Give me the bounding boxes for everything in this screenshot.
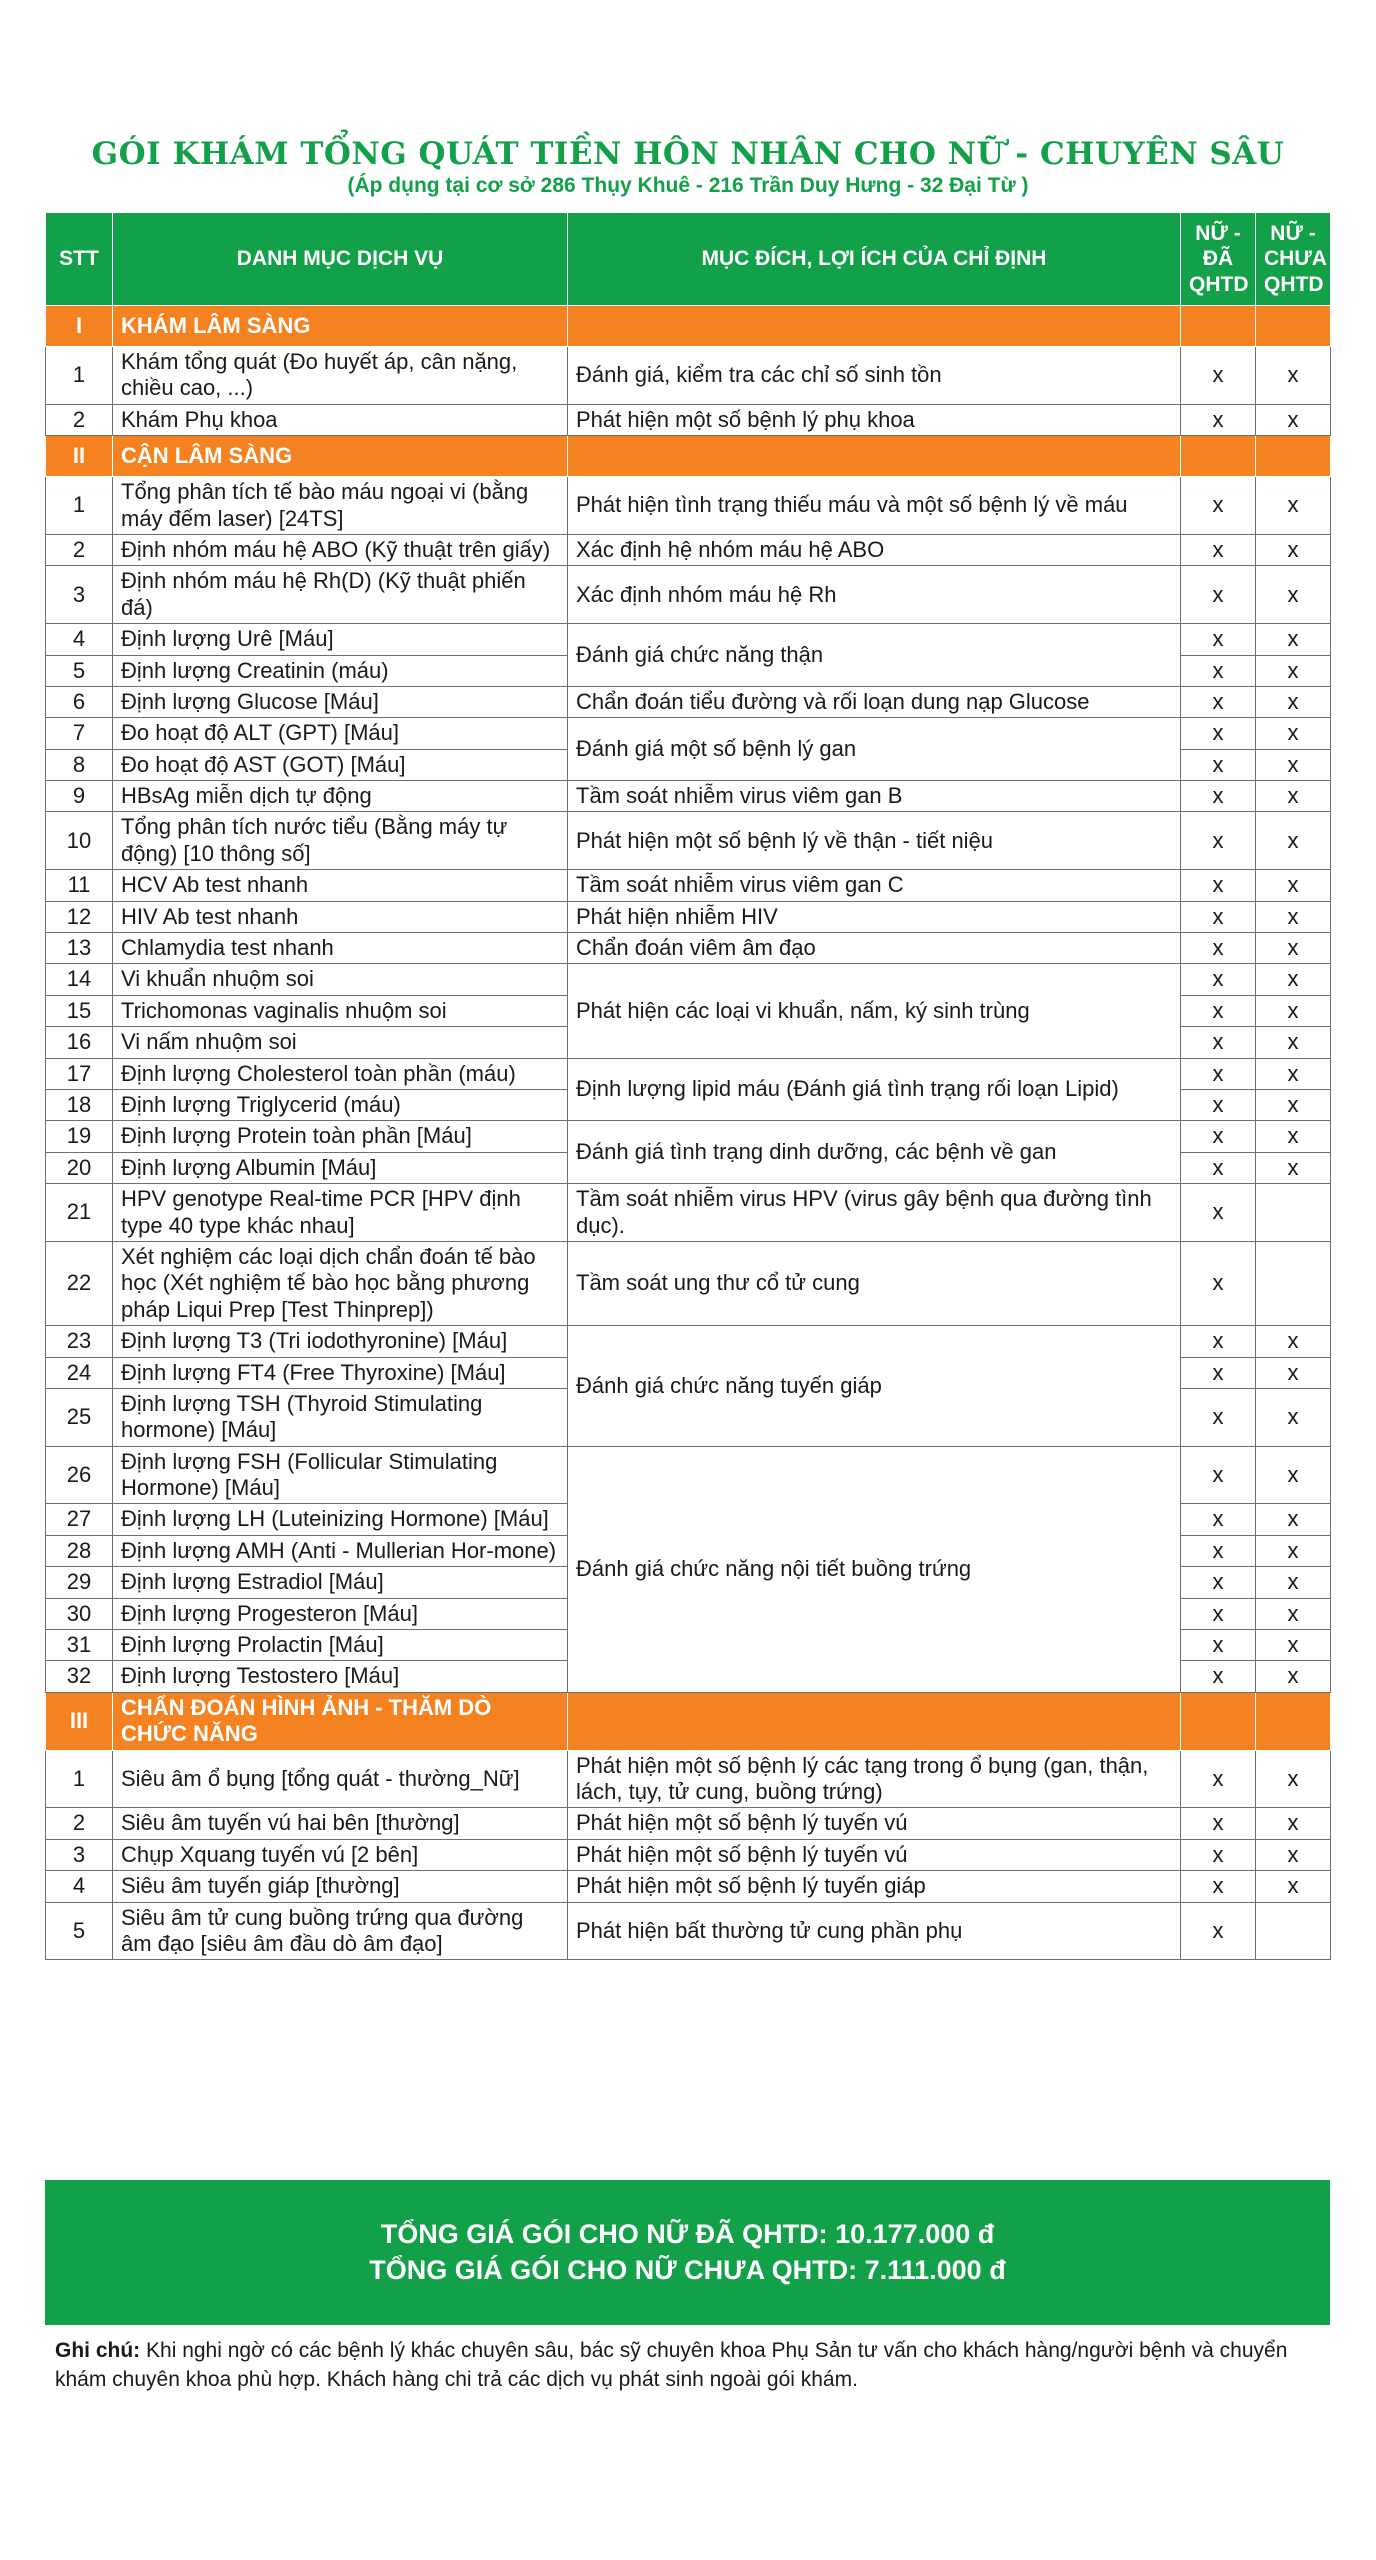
footnote-label: Ghi chú:	[55, 2339, 141, 2362]
row-number: 19	[46, 1121, 113, 1152]
mark-not-sexually-active: x	[1256, 1808, 1331, 1839]
mark-not-sexually-active: x	[1256, 1058, 1331, 1089]
service-name: Định lượng FSH (Follicular Stimulating Hormone) [Máu]	[113, 1446, 568, 1504]
row-number: 22	[46, 1241, 113, 1325]
mark-sexually-active: x	[1181, 1089, 1256, 1120]
row-number: 10	[46, 812, 113, 870]
service-name: Tổng phân tích nước tiểu (Bằng máy tự động) [10 thông số]	[113, 812, 568, 870]
mark-sexually-active: x	[1181, 566, 1256, 624]
service-name: Chlamydia test nhanh	[113, 933, 568, 964]
row-number: 15	[46, 995, 113, 1026]
mark-not-sexually-active: x	[1256, 1598, 1331, 1629]
service-name: Định lượng Triglycerid (máu)	[113, 1089, 568, 1120]
section-empty-cell	[1256, 306, 1331, 347]
mark-sexually-active: x	[1181, 749, 1256, 780]
mark-not-sexually-active: x	[1256, 1152, 1331, 1183]
row-number: 3	[46, 1839, 113, 1870]
section-title: CHẨN ĐOÁN HÌNH ẢNH - THĂM DÒ CHỨC NĂNG	[113, 1692, 568, 1750]
mark-sexually-active: x	[1181, 686, 1256, 717]
service-purpose: Đánh giá chức năng nội tiết buồng trứng	[568, 1446, 1181, 1692]
table-row	[46, 1058, 1331, 1089]
service-name: HPV genotype Real-time PCR [HPV định type 40 type khác nhau]	[113, 1184, 568, 1242]
service-name: Định lượng AMH (Anti - Mullerian Hor-mone)	[113, 1535, 568, 1566]
service-name: Định lượng Prolactin [Máu]	[113, 1630, 568, 1661]
service-purpose: Phát hiện các loại vi khuẩn, nấm, ký sinh trùng	[568, 964, 1181, 1058]
row-number: 5	[46, 655, 113, 686]
service-name: Định lượng Protein toàn phần [Máu]	[113, 1121, 568, 1152]
mark-sexually-active: x	[1181, 1121, 1256, 1152]
footnote	[55, 2336, 1320, 2395]
table-row	[46, 964, 1331, 995]
header-stt: STT	[46, 213, 113, 306]
mark-sexually-active: x	[1181, 901, 1256, 932]
row-number: 2	[46, 404, 113, 435]
row-number: 32	[46, 1661, 113, 1692]
table-row	[46, 781, 1331, 812]
service-name: Chụp Xquang tuyến vú [2 bên]	[113, 1839, 568, 1870]
section-empty-cell	[1181, 436, 1256, 477]
table-row	[46, 624, 1331, 655]
service-name: Vi nấm nhuộm soi	[113, 1027, 568, 1058]
row-number: 2	[46, 534, 113, 565]
service-name: Định lượng Cholesterol toàn phần (máu)	[113, 1058, 568, 1089]
table-header-row	[46, 213, 1331, 306]
service-name: HCV Ab test nhanh	[113, 870, 568, 901]
mark-not-sexually-active: x	[1256, 1326, 1331, 1357]
mark-sexually-active: x	[1181, 1152, 1256, 1183]
mark-not-sexually-active: x	[1256, 1089, 1331, 1120]
total-price-not-active: TỔNG GIÁ GÓI CHO NỮ CHƯA QHTD: 7.111.000 đ	[369, 2254, 1006, 2285]
mark-sexually-active: x	[1181, 1326, 1256, 1357]
table-row	[46, 1446, 1331, 1504]
row-number: 1	[46, 477, 113, 535]
service-purpose: Đánh giá một số bệnh lý gan	[568, 718, 1181, 781]
mark-sexually-active: x	[1181, 1058, 1256, 1089]
service-name: Định lượng T3 (Tri iodothyronine) [Máu]	[113, 1326, 568, 1357]
table-row	[46, 404, 1331, 435]
row-number: 11	[46, 870, 113, 901]
service-purpose: Định lượng lipid máu (Đánh giá tình trạng rối loạn Lipid)	[568, 1058, 1181, 1121]
mark-not-sexually-active: x	[1256, 1027, 1331, 1058]
service-name: Khám Phụ khoa	[113, 404, 568, 435]
mark-not-sexually-active: x	[1256, 1630, 1331, 1661]
mark-not-sexually-active: x	[1256, 1504, 1331, 1535]
table-row	[46, 1808, 1331, 1839]
mark-sexually-active: x	[1181, 655, 1256, 686]
mark-sexually-active: x	[1181, 1598, 1256, 1629]
table-row	[46, 1902, 1331, 1960]
section-number: III	[46, 1692, 113, 1750]
row-number: 25	[46, 1388, 113, 1446]
mark-not-sexually-active: x	[1256, 870, 1331, 901]
mark-sexually-active: x	[1181, 1388, 1256, 1446]
service-name: Siêu âm ổ bụng [tổng quát - thường_Nữ]	[113, 1750, 568, 1808]
mark-not-sexually-active: x	[1256, 534, 1331, 565]
row-number: 16	[46, 1027, 113, 1058]
service-purpose: Đánh giá, kiểm tra các chỉ số sinh tồn	[568, 347, 1181, 405]
table-row	[46, 1184, 1331, 1242]
mark-not-sexually-active: x	[1256, 1535, 1331, 1566]
row-number: 9	[46, 781, 113, 812]
section-empty-cell	[1256, 1692, 1331, 1750]
mark-sexually-active: x	[1181, 870, 1256, 901]
mark-not-sexually-active: x	[1256, 1750, 1331, 1808]
service-purpose: Phát hiện một số bệnh lý tuyến vú	[568, 1808, 1181, 1839]
mark-sexually-active: x	[1181, 1504, 1256, 1535]
mark-sexually-active: x	[1181, 781, 1256, 812]
footnote-text: Khi nghi ngờ có các bệnh lý khác chuyên sâu, bác sỹ chuyên khoa Phụ Sản tư vấn cho khách hàng/người bệnh và chuyển khám chuyên khoa phù hợp. Khách hàng chi trả các dịch vụ phát sinh ngoài gói khám.	[55, 2339, 1288, 2392]
row-number: 18	[46, 1089, 113, 1120]
table-row	[46, 901, 1331, 932]
service-name: Vi khuẩn nhuộm soi	[113, 964, 568, 995]
row-number: 30	[46, 1598, 113, 1629]
mark-sexually-active: x	[1181, 477, 1256, 535]
table-row	[46, 1326, 1331, 1357]
service-purpose: Phát hiện bất thường tử cung phần phụ	[568, 1902, 1181, 1960]
mark-not-sexually-active: x	[1256, 686, 1331, 717]
section-empty-cell	[568, 306, 1181, 347]
mark-sexually-active: x	[1181, 1871, 1256, 1902]
service-name: Định lượng Albumin [Máu]	[113, 1152, 568, 1183]
service-name: Trichomonas vaginalis nhuộm soi	[113, 995, 568, 1026]
service-name: Siêu âm tuyến giáp [thường]	[113, 1871, 568, 1902]
service-purpose: Tầm soát nhiễm virus HPV (virus gây bệnh qua đường tình dục).	[568, 1184, 1181, 1242]
mark-sexually-active: x	[1181, 1184, 1256, 1242]
mark-not-sexually-active	[1256, 1241, 1331, 1325]
total-price-banner	[45, 2180, 1330, 2325]
row-number: 28	[46, 1535, 113, 1566]
mark-not-sexually-active: x	[1256, 477, 1331, 535]
mark-sexually-active: x	[1181, 1839, 1256, 1870]
service-name: HBsAg miễn dịch tự động	[113, 781, 568, 812]
row-number: 8	[46, 749, 113, 780]
row-number: 6	[46, 686, 113, 717]
header-service-name: DANH MỤC DỊCH VỤ	[113, 213, 568, 306]
mark-sexually-active: x	[1181, 1027, 1256, 1058]
service-name: Định lượng Urê [Máu]	[113, 624, 568, 655]
table-row	[46, 1121, 1331, 1152]
service-table	[45, 212, 1331, 1960]
row-number: 26	[46, 1446, 113, 1504]
section-number: I	[46, 306, 113, 347]
row-number: 23	[46, 1326, 113, 1357]
mark-sexually-active: x	[1181, 1241, 1256, 1325]
service-name: Định nhóm máu hệ Rh(D) (Kỹ thuật phiến đá)	[113, 566, 568, 624]
mark-not-sexually-active: x	[1256, 1661, 1331, 1692]
service-purpose: Tầm soát nhiễm virus viêm gan B	[568, 781, 1181, 812]
row-number: 7	[46, 718, 113, 749]
service-purpose: Chẩn đoán viêm âm đạo	[568, 933, 1181, 964]
row-number: 14	[46, 964, 113, 995]
mark-sexually-active: x	[1181, 995, 1256, 1026]
mark-not-sexually-active: x	[1256, 1357, 1331, 1388]
header-female-sexually-active: NỮ - ĐÃ QHTD	[1181, 213, 1256, 306]
row-number: 31	[46, 1630, 113, 1661]
mark-not-sexually-active	[1256, 1902, 1331, 1960]
mark-sexually-active: x	[1181, 964, 1256, 995]
service-name: Đo hoạt độ ALT (GPT) [Máu]	[113, 718, 568, 749]
row-number: 27	[46, 1504, 113, 1535]
service-name: Tổng phân tích tế bào máu ngoại vi (bằng máy đếm laser) [24TS]	[113, 477, 568, 535]
row-number: 1	[46, 347, 113, 405]
service-name: Định lượng Testostero [Máu]	[113, 1661, 568, 1692]
row-number: 5	[46, 1902, 113, 1960]
table-row	[46, 718, 1331, 749]
row-number: 3	[46, 566, 113, 624]
mark-sexually-active: x	[1181, 1902, 1256, 1960]
service-purpose: Phát hiện một số bệnh lý phụ khoa	[568, 404, 1181, 435]
mark-not-sexually-active: x	[1256, 781, 1331, 812]
mark-sexually-active: x	[1181, 933, 1256, 964]
section-empty-cell	[1181, 306, 1256, 347]
service-purpose: Phát hiện một số bệnh lý các tạng trong ổ bụng (gan, thận, lách, tụy, tử cung, buồng trứng)	[568, 1750, 1181, 1808]
service-name: HIV Ab test nhanh	[113, 901, 568, 932]
table-row	[46, 477, 1331, 535]
row-number: 4	[46, 624, 113, 655]
mark-sexually-active: x	[1181, 1630, 1256, 1661]
mark-not-sexually-active: x	[1256, 749, 1331, 780]
header-purpose: MỤC ĐÍCH, LỢI ÍCH CỦA CHỈ ĐỊNH	[568, 213, 1181, 306]
mark-sexually-active: x	[1181, 812, 1256, 870]
mark-not-sexually-active: x	[1256, 933, 1331, 964]
row-number: 12	[46, 901, 113, 932]
row-number: 17	[46, 1058, 113, 1089]
mark-not-sexually-active: x	[1256, 624, 1331, 655]
service-purpose: Tầm soát ung thư cổ tử cung	[568, 1241, 1181, 1325]
section-number: II	[46, 436, 113, 477]
mark-not-sexually-active: x	[1256, 901, 1331, 932]
table-row	[46, 812, 1331, 870]
table-row	[46, 870, 1331, 901]
section-row	[46, 1692, 1331, 1750]
service-name: Định lượng LH (Luteinizing Hormone) [Máu]	[113, 1504, 568, 1535]
table-row	[46, 686, 1331, 717]
service-purpose: Phát hiện một số bệnh lý tuyến vú	[568, 1839, 1181, 1870]
table-row	[46, 347, 1331, 405]
table-row	[46, 933, 1331, 964]
section-title: CẬN LÂM SÀNG	[113, 436, 568, 477]
section-empty-cell	[568, 1692, 1181, 1750]
mark-not-sexually-active: x	[1256, 1567, 1331, 1598]
service-purpose: Xác định nhóm máu hệ Rh	[568, 566, 1181, 624]
mark-sexually-active: x	[1181, 534, 1256, 565]
mark-sexually-active: x	[1181, 1535, 1256, 1566]
service-purpose: Xác định hệ nhóm máu hệ ABO	[568, 534, 1181, 565]
service-name: Xét nghiệm các loại dịch chẩn đoán tế bào học (Xét nghiệm tế bào học bằng phương pháp Liqui Prep [Test Thinprep])	[113, 1241, 568, 1325]
row-number: 1	[46, 1750, 113, 1808]
mark-not-sexually-active: x	[1256, 1839, 1331, 1870]
service-name: Định lượng Creatinin (máu)	[113, 655, 568, 686]
section-row	[46, 436, 1331, 477]
service-name: Định lượng Progesteron [Máu]	[113, 1598, 568, 1629]
service-purpose: Phát hiện tình trạng thiếu máu và một số bệnh lý về máu	[568, 477, 1181, 535]
section-empty-cell	[568, 436, 1181, 477]
service-purpose: Đánh giá chức năng thận	[568, 624, 1181, 687]
section-empty-cell	[1181, 1692, 1256, 1750]
row-number: 2	[46, 1808, 113, 1839]
mark-sexually-active: x	[1181, 1357, 1256, 1388]
mark-not-sexually-active: x	[1256, 347, 1331, 405]
service-name: Định lượng FT4 (Free Thyroxine) [Máu]	[113, 1357, 568, 1388]
service-purpose: Phát hiện một số bệnh lý về thận - tiết niệu	[568, 812, 1181, 870]
mark-sexually-active: x	[1181, 718, 1256, 749]
mark-not-sexually-active: x	[1256, 812, 1331, 870]
table-row	[46, 534, 1331, 565]
mark-sexually-active: x	[1181, 1661, 1256, 1692]
mark-sexually-active: x	[1181, 1446, 1256, 1504]
service-name: Định lượng Glucose [Máu]	[113, 686, 568, 717]
mark-not-sexually-active	[1256, 1184, 1331, 1242]
service-purpose: Đánh giá chức năng tuyến giáp	[568, 1326, 1181, 1447]
mark-sexually-active: x	[1181, 624, 1256, 655]
service-purpose: Chẩn đoán tiểu đường và rối loạn dung nạp Glucose	[568, 686, 1181, 717]
section-empty-cell	[1256, 436, 1331, 477]
row-number: 4	[46, 1871, 113, 1902]
table-row	[46, 566, 1331, 624]
mark-not-sexually-active: x	[1256, 1871, 1331, 1902]
table-row	[46, 1871, 1331, 1902]
mark-not-sexually-active: x	[1256, 655, 1331, 686]
row-number: 21	[46, 1184, 113, 1242]
mark-not-sexually-active: x	[1256, 1388, 1331, 1446]
service-purpose: Phát hiện một số bệnh lý tuyến giáp	[568, 1871, 1181, 1902]
section-title: KHÁM LÂM SÀNG	[113, 306, 568, 347]
service-name: Định lượng TSH (Thyroid Stimulating hormone) [Máu]	[113, 1388, 568, 1446]
row-number: 13	[46, 933, 113, 964]
mark-not-sexually-active: x	[1256, 566, 1331, 624]
total-price-active: TỔNG GIÁ GÓI CHO NỮ ĐÃ QHTD: 10.177.000 đ	[380, 2219, 995, 2250]
service-name: Định lượng Estradiol [Máu]	[113, 1567, 568, 1598]
service-purpose: Phát hiện nhiễm HIV	[568, 901, 1181, 932]
table-row	[46, 1750, 1331, 1808]
mark-not-sexually-active: x	[1256, 1121, 1331, 1152]
service-name: Siêu âm tuyến vú hai bên [thường]	[113, 1808, 568, 1839]
table-row	[46, 1839, 1331, 1870]
page-title: GÓI KHÁM TỔNG QUÁT TIỀN HÔN NHÂN CHO NỮ - CHUYÊN SÂU	[91, 136, 1285, 172]
service-name: Định nhóm máu hệ ABO (Kỹ thuật trên giấy)	[113, 534, 568, 565]
mark-not-sexually-active: x	[1256, 718, 1331, 749]
page-subtitle: (Áp dụng tại cơ sở 286 Thụy Khuê - 216 Trần Duy Hưng - 32 Đại Từ )	[347, 174, 1029, 197]
header-female-not-sexually-active: NỮ - CHƯA QHTD	[1256, 213, 1331, 306]
mark-sexually-active: x	[1181, 1750, 1256, 1808]
section-row	[46, 306, 1331, 347]
mark-not-sexually-active: x	[1256, 995, 1331, 1026]
mark-not-sexually-active: x	[1256, 1446, 1331, 1504]
mark-sexually-active: x	[1181, 1808, 1256, 1839]
service-name: Siêu âm tử cung buồng trứng qua đường âm đạo [siêu âm đầu dò âm đạo]	[113, 1902, 568, 1960]
service-purpose: Tầm soát nhiễm virus viêm gan C	[568, 870, 1181, 901]
service-purpose: Đánh giá tình trạng dinh dưỡng, các bệnh về gan	[568, 1121, 1181, 1184]
row-number: 29	[46, 1567, 113, 1598]
row-number: 24	[46, 1357, 113, 1388]
mark-sexually-active: x	[1181, 1567, 1256, 1598]
mark-not-sexually-active: x	[1256, 404, 1331, 435]
table-body	[46, 306, 1331, 1960]
table-row	[46, 1241, 1331, 1325]
row-number: 20	[46, 1152, 113, 1183]
mark-sexually-active: x	[1181, 347, 1256, 405]
service-name: Đo hoạt độ AST (GOT) [Máu]	[113, 749, 568, 780]
service-name: Khám tổng quát (Đo huyết áp, cân nặng, chiều cao, ...)	[113, 347, 568, 405]
mark-sexually-active: x	[1181, 404, 1256, 435]
mark-not-sexually-active: x	[1256, 964, 1331, 995]
